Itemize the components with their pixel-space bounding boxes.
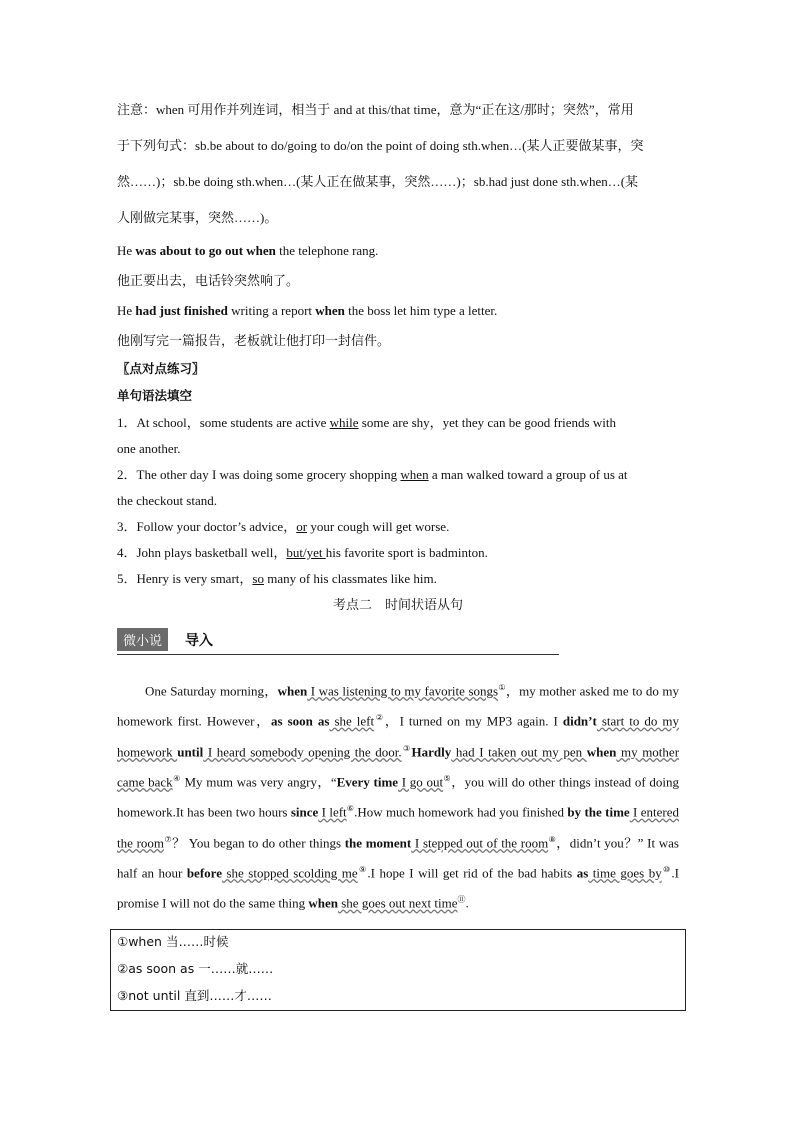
text: My mum was very angry，“ xyxy=(180,774,337,790)
answer: or xyxy=(296,519,308,534)
note-line-4: 人刚做完某事，突然……)。 xyxy=(117,210,278,225)
text: your cough will get worse. xyxy=(307,519,450,534)
banner-title: 导入 xyxy=(185,633,213,649)
text: ，you will do other things instead of doing homework.It has been two hours xyxy=(117,774,680,820)
footnote-mark: ⑤ xyxy=(443,773,452,783)
wavy-text: I entered the room xyxy=(117,804,679,850)
wavy-text: I left xyxy=(318,804,347,820)
wavy-text: I go out xyxy=(398,774,444,790)
text: a man walked toward a group of us at xyxy=(428,467,628,482)
text: He xyxy=(117,243,136,258)
vocab-row-1: ①when 当……时候 xyxy=(117,934,229,949)
text: .How much homework had you finished xyxy=(354,804,568,820)
bold-word: Hardly xyxy=(411,743,452,759)
text: the boss let him type a letter. xyxy=(344,303,498,318)
question-2 xyxy=(117,462,679,488)
bold-phrase: was about to go out when xyxy=(135,243,276,258)
text: the telephone rang. xyxy=(275,243,379,258)
answer: but/yet xyxy=(286,545,326,560)
text: 1．At school，some students are active xyxy=(117,415,330,430)
text: many of his classmates like him. xyxy=(263,571,437,586)
answer: when xyxy=(400,467,429,482)
bold-word: when xyxy=(586,743,617,759)
footnote-mark: ⑩ xyxy=(661,864,672,874)
text: 5．Henry is very smart， xyxy=(117,571,253,586)
vocab-row-2: ②as soon as 一……就…… xyxy=(117,961,274,976)
footnote-mark: ⑨ xyxy=(357,864,368,874)
wavy-text: she left xyxy=(329,713,375,729)
bold-phrase: when xyxy=(315,303,345,318)
text: .I hope I will get rid of the bad habits xyxy=(367,865,577,881)
footnote-mark: ⑧ xyxy=(548,834,557,844)
vocab-row-3: ③not until 直到……才…… xyxy=(117,988,272,1003)
wavy-text: I was listening to my favorite songs xyxy=(307,683,499,699)
question-1 xyxy=(117,410,679,436)
text: One Saturday morning， xyxy=(145,683,278,699)
section-banner xyxy=(117,628,679,654)
question-1-cont: one another. xyxy=(117,441,181,456)
bold-word: as xyxy=(576,865,589,881)
bold-word: Every time xyxy=(336,774,399,790)
footnote-mark: ③ xyxy=(401,743,412,753)
vocab-box xyxy=(110,929,686,1011)
note-line-1: 注意：when 可用作并列连词，相当于 and at this/that time，意为“正在这/那时；突然”，常用 xyxy=(117,102,634,117)
note-line-3: 然……)；sb.be doing sth.when…(某人正在做某事，突然……)；sb.had just done sth.when…(某 xyxy=(117,174,639,189)
bold-word: until xyxy=(177,743,204,759)
bold-word: since xyxy=(290,804,319,820)
bold-word: didn’t xyxy=(562,713,597,729)
footnote-mark: ⑦ xyxy=(164,834,173,844)
bold-word: before xyxy=(186,865,222,881)
section-title: 考点二 时间状语从句 xyxy=(332,597,463,612)
bold-word: as soon as xyxy=(271,713,330,729)
question-5 xyxy=(117,566,679,592)
question-3 xyxy=(117,514,679,540)
text: ，didn’t you？” It was half an hour xyxy=(117,834,679,881)
wavy-text: I heard somebody opening the door. xyxy=(203,743,402,759)
question-4 xyxy=(117,540,679,566)
example-2-translation: 他刚写完一篇报告，老板就让他打印一封信件。 xyxy=(117,333,391,348)
wavy-text: I stepped out of the room xyxy=(411,834,549,850)
practice-header: 〖点对点练习〗 xyxy=(117,362,205,376)
footnote-mark: ⑪ xyxy=(457,895,466,905)
answer: while xyxy=(329,415,359,430)
wavy-text: start to do my homework xyxy=(117,713,679,759)
example-1-translation: 他正要出去，电话铃突然响了。 xyxy=(117,273,300,288)
footnote-mark: ① xyxy=(498,683,506,692)
answer: so xyxy=(252,571,264,586)
wavy-text: my mother came back xyxy=(117,743,680,790)
text: writing a report xyxy=(227,303,316,318)
bold-word: when xyxy=(277,683,308,699)
text: 2．The other day I was doing some grocery shopping xyxy=(117,467,401,482)
wavy-text: time goes by xyxy=(588,865,662,881)
example-1 xyxy=(117,236,679,266)
text: .I promise I will not do the same thing xyxy=(117,865,679,911)
footnote-mark: ⑥ xyxy=(346,804,355,814)
text: ，I turned on my MP3 again. I xyxy=(384,713,563,729)
text: his favorite sport is badminton. xyxy=(325,545,488,560)
text: 3．Follow your doctor’s advice， xyxy=(117,519,297,534)
wavy-text: she stopped scolding me xyxy=(221,865,358,881)
practice-subheader: 单句语法填空 xyxy=(117,389,193,403)
footnote-mark: ② xyxy=(374,713,385,723)
wavy-text: had I taken out my pen xyxy=(451,743,587,759)
footnote-mark: ④ xyxy=(172,773,181,783)
document-page xyxy=(117,92,679,917)
text: He xyxy=(117,303,136,318)
story-paragraph xyxy=(117,674,679,917)
question-2-cont: the checkout stand. xyxy=(117,493,217,508)
note-line-2: 于下列句式：sb.be about to do/going to do/on the point of doing sth.when…(某人正要做某事，突 xyxy=(117,138,644,153)
bold-phrase: had just finished xyxy=(135,303,228,318)
bold-word: by the time xyxy=(567,804,630,820)
banner-tag: 微小说 xyxy=(117,628,168,651)
wavy-text: she goes out next time xyxy=(338,895,458,911)
text: some are shy，yet they can be good friends with xyxy=(358,415,616,430)
text: . xyxy=(465,895,469,911)
text: 4．John plays basketball well， xyxy=(117,545,287,560)
text: ？ You began to do other things xyxy=(172,834,345,850)
example-2 xyxy=(117,296,679,326)
bold-word: the moment xyxy=(344,834,412,850)
text: ，my mother asked me to do my homework first. However， xyxy=(117,683,680,729)
banner-rule xyxy=(117,654,559,655)
bold-word: when xyxy=(308,895,338,911)
